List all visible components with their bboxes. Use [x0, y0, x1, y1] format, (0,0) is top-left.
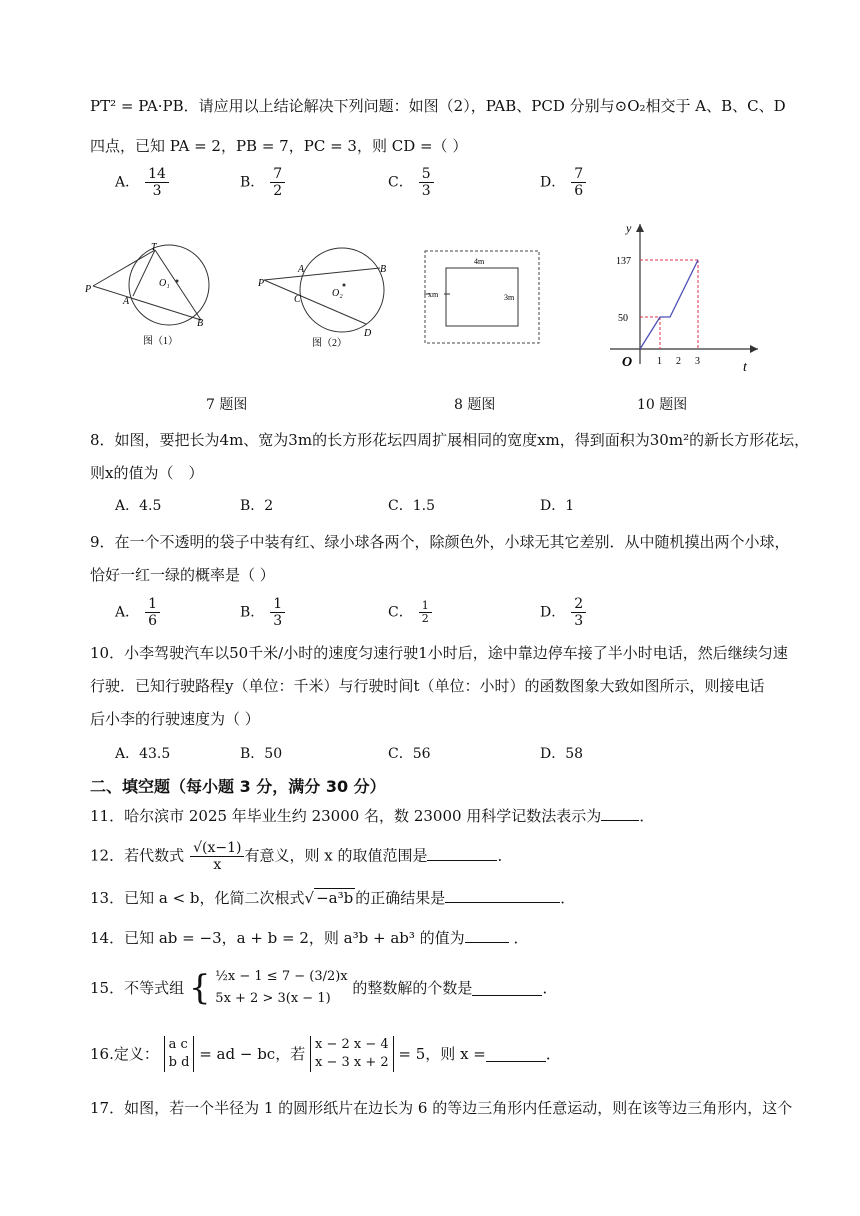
q7-option-c: C． $\frac{5}{3}$: [388, 166, 434, 199]
fig1-label-t: T: [151, 242, 157, 253]
fig10-x-axis: t: [743, 360, 747, 375]
q7-option-b: B． $\frac{7}{2}$: [240, 166, 285, 199]
caption-q7: 7 题图: [206, 397, 248, 413]
fig1-label-a: A: [123, 296, 130, 307]
fig10-ytick-50: 50: [618, 313, 628, 324]
figure-8-flowerbed: [424, 250, 542, 346]
q7-option-a: A． $\frac{14}{3}$: [115, 166, 169, 199]
q10-option-a: A．43.5: [115, 746, 171, 762]
caption-q10: 10 题图: [637, 397, 688, 413]
fig2-label-b: B: [380, 264, 387, 275]
q9-option-a: A． $\frac{1}{6}$: [115, 596, 160, 629]
q17: 17．如图，若一个半径为 1 的圆形纸片在边长为 6 的等边三角形内任意运动，则在该等边三角形内，这个: [90, 1099, 793, 1117]
q10-line2: 行驶．已知行驶路程y（单位：千米）与行驶时间t（单位：小时）的函数图象大致如图所示，则接电话: [90, 677, 765, 695]
q12: 12．若代数式 $\frac{√(x-1)}{x}$ 有意义，则 x 的取值范围是 ．: [90, 840, 513, 873]
fig8-right-label: 3m: [504, 293, 515, 302]
q15-inequality-2: 5x + 2 > 3(x − 1): [215, 991, 331, 1006]
fig1-label-o1: O₁: [159, 278, 170, 289]
fig10-xtick-2: 2: [676, 356, 681, 367]
q14: 14．已知 ab = −3，a + b = 2，则 a³b + ab³ 的值为 ．: [90, 929, 529, 947]
q16: 16.定义： a c b d = ad − bc，若 x − 2 x − 4 x − 3 x + 2 = 5，则 x = ．: [90, 1037, 561, 1070]
figure-10-distance-time-graph: [598, 214, 768, 376]
q15-inequality-1: ½x − 1 ≤ 7 − (3/2)x: [215, 969, 348, 984]
q9-option-c: C． $\frac{1}{2}$: [388, 600, 432, 625]
q8-option-d: D．1: [540, 498, 575, 514]
q9-option-d: D． $\frac{2}{3}$: [540, 596, 586, 629]
q10-option-c: C．56: [388, 746, 431, 762]
q10-option-b: B．50: [240, 746, 283, 762]
q7-line2: 四点，已知 PA = 2，PB = 7，PC = 3，则 CD =（ ）: [90, 137, 468, 155]
q10-line3: 后小李的行驶速度为（ ）: [90, 710, 260, 728]
q9-line1: 9．在一个不透明的袋子中装有红、绿小球各两个，除颜色外，小球无其它差别．从中随机摸出两个小球，: [90, 533, 790, 551]
fig10-ytick-137: 137: [616, 256, 631, 267]
q13: 13．已知 a < b，化简二次根式√ −a³b 的正确结果是 ．: [90, 889, 576, 907]
q7-option-d: D． $\frac{7}{6}$: [540, 166, 586, 199]
fig1-label-p: P: [85, 284, 92, 295]
q10-option-d: D．58: [540, 746, 584, 762]
fig2-label-c: C: [294, 294, 301, 305]
figure-1-circle-tangent: [85, 238, 225, 350]
caption-q8: 8 题图: [454, 397, 496, 413]
fig2-label-a: A: [298, 264, 305, 275]
q7-line1: PT² = PA·PB．请应用以上结论解决下列问题：如图（2），PAB、PCD 分别与⊙O₂相交于 A、B、C、D: [90, 97, 786, 115]
fig2-label-p: P: [258, 278, 265, 289]
fig8-top-label: 4m: [474, 257, 485, 266]
q8-option-b: B．2: [240, 498, 274, 514]
fig1-label-b: B: [197, 318, 204, 329]
fig1-caption: 图（1）: [143, 336, 178, 347]
section-2-heading: 二、填空题（每小题 3 分，满分 30 分）: [90, 777, 386, 796]
fig2-caption: 图（2）: [312, 338, 347, 349]
fig8-left-label: xm: [428, 290, 439, 299]
figure-2-circle-secants: [258, 238, 398, 350]
q9-option-b: B． $\frac{1}{3}$: [240, 596, 285, 629]
fig10-y-axis: y: [626, 221, 632, 235]
fig2-label-o2: O₂: [332, 288, 343, 299]
q8-option-c: C．1.5: [388, 498, 435, 514]
fig10-xtick-1: 1: [657, 356, 662, 367]
q10-line1: 10．小李驾驶汽车以50千米/小时的速度匀速行驶1小时后，途中靠边停车接了半小时电话，然后继续匀速: [90, 644, 788, 662]
q11: 11．哈尔滨市 2025 年毕业生约 23000 名，数 23000 用科学记数法表示为 ．: [90, 807, 655, 825]
q8-option-a: A．4.5: [115, 498, 162, 514]
q8-line2: 则x的值为（ ）: [90, 464, 204, 482]
q8-line1: 8．如图，要把长为4m、宽为3m的长方形花坛四周扩展相同的宽度xm，得到面积为30m²的新长方形花坛，: [90, 431, 810, 449]
fig2-label-d: D: [364, 328, 372, 339]
q15: 15．不等式组 { ½x − 1 ≤ 7 − (3/2)x 5x + 2 > 3(x − 1) 的整数解的个数是 ．: [90, 968, 558, 1008]
q9-line2: 恰好一红一绿的概率是（ ）: [90, 566, 275, 584]
fig10-xtick-3: 3: [695, 356, 700, 367]
fig10-origin: O: [622, 355, 633, 370]
